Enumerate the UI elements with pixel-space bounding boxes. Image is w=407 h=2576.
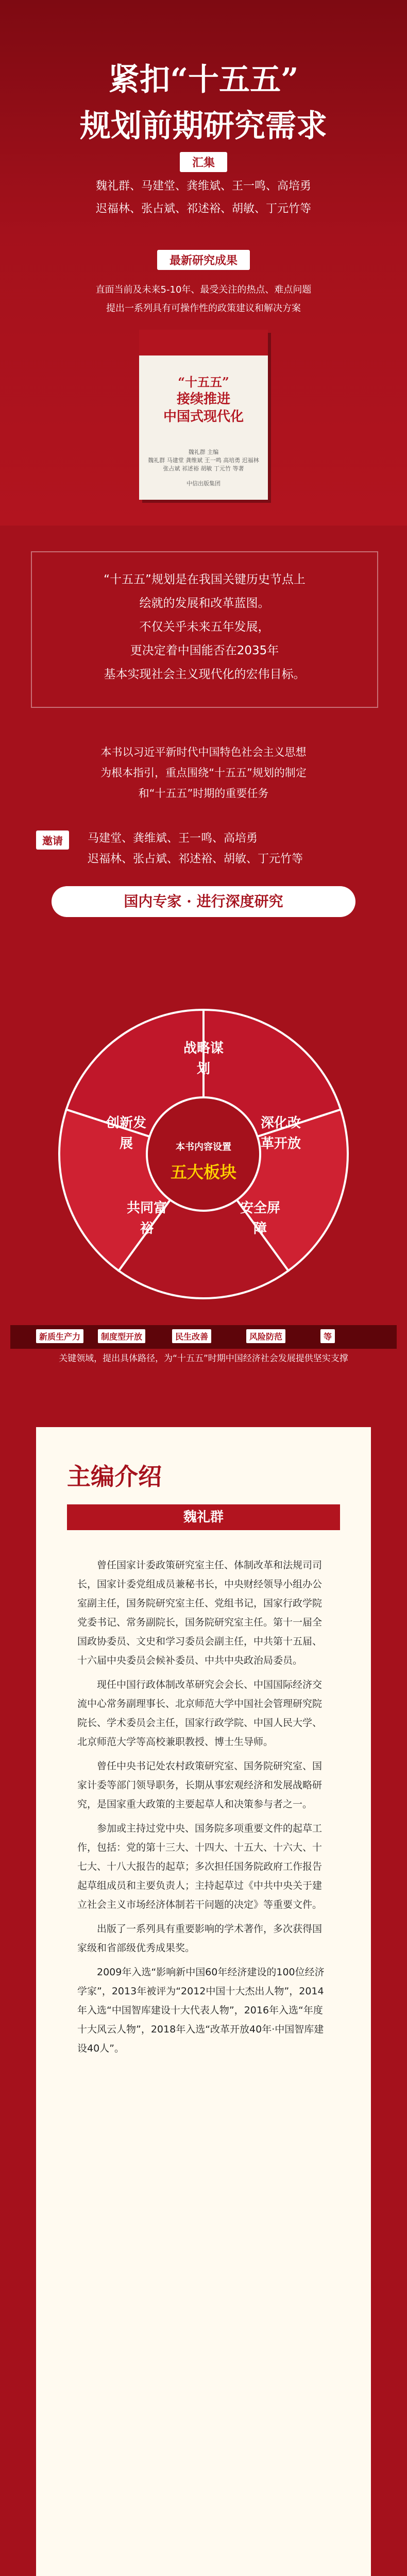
editor-bio-p2: 现任中国行政体制改革研究会会长、中国国际经济交流中心常务副理事长、北京师范大学中国社会管理研究院院长、学术委员会主任，国家行政学院、中国人民大学、北京师范大学等高校兼职教授、博士生导师。 <box>77 1679 323 1748</box>
intro-line2: 绘就的发展和改革蓝图。 <box>139 597 270 610</box>
authors-top-line1: 魏礼群、马建堂、龚维斌、王一鸣、高培勇 <box>95 180 311 193</box>
tag-chengguo: 最新研究成果 <box>157 250 250 270</box>
book-title-main1: 接续推进 <box>176 392 230 407</box>
intro-text <box>53 568 357 686</box>
book-title-main <box>139 391 268 426</box>
editor-bio-p1: 曾任国家计委政策研究室主任、体制改革和法规司司长，国家计委党组成员兼秘书长，中央财经领导小组办公室副主任，国务院研究室主任、党组书记，国家行政学院党委书记、常务副院长，国务院研究室主任。第十一届全国政协委员、文史和学习委员会副主任，中共第十五届、十六届中央委员会候补委员、中共中央政治局委员。 <box>77 1560 323 1666</box>
research-pill-text: 国内专家 · 进行深度研究 <box>124 893 283 910</box>
authors-list-line2: 迟福林、张占斌、祁述裕、胡敏、丁元竹等 <box>88 853 303 866</box>
authors-top <box>31 175 376 221</box>
keyword-bar <box>10 1325 397 1349</box>
tag-huibian: 汇集 <box>180 152 227 172</box>
editor-bio-p4: 参加或主持过党中央、国务院多项重要文件的起草工作，包括：党的第十三大、十四大、十五大、十六大、十七大、十八大报告的起草；多次担任国务院政府工作报告起草组成员和主要负责人；主持起草过《中共中央关于建立社会主义市场经济体制若干问题的决定》等重要文件。 <box>77 1823 323 1910</box>
intro-paragraph <box>36 742 371 804</box>
intro-line5: 基本实现社会主义现代化的宏伟目标。 <box>104 668 306 681</box>
intro-line3: 不仅关乎未来五年发展， <box>139 620 270 634</box>
keyword-4: 风险防范 <box>246 1329 285 1343</box>
intro-p-line3: 和“十五五”时期的重要任务 <box>138 787 269 800</box>
hero-title <box>21 57 386 149</box>
editor-name-band <box>67 1504 340 1530</box>
intro-line4: 更决定着中国能否在2035年 <box>130 644 279 657</box>
authors-list <box>88 828 376 870</box>
pie-section <box>0 989 407 1319</box>
hero-subtitle-line1: 直面当前及未来5-10年、最受关注的热点、难点问题 <box>95 284 312 295</box>
book-band <box>139 330 268 355</box>
book-authors: 魏礼群 马建堂 龚维斌 王一鸣 高培勇 迟福林 张占斌 祁述裕 胡敏 丁元竹 等著 <box>148 457 259 472</box>
intro-p-line1: 本书以习近平新时代中国特色社会主义思想 <box>100 746 307 758</box>
authors-top-line2: 迟福林、张占斌、祁述裕、胡敏、丁元竹等 <box>95 202 311 215</box>
pie-label-security: 安全屏障 <box>240 1200 280 1236</box>
research-pill <box>52 886 355 917</box>
hero-title-line1: 紧扣“十五五” <box>108 62 299 98</box>
keyword-1: 新质生产力 <box>36 1329 83 1343</box>
book-editor: 魏礼群 主编 <box>188 449 219 455</box>
keyword-caption-line1: 关键领域，提出具体路径，为“十五五”时期中国经济社会发展提供坚实支撑 <box>59 1353 348 1364</box>
editor-bio-p6: 2009年入选“影响新中国60年经济建设的100位经济学家”，2013年被评为“2012中国十大杰出人物”，2014年入选“中国智库建设十大代表人物”，2016年入选“年度十大风云人物”，2018年入选“改革开放40年·中国智库建设40人”。 <box>77 1967 325 2054</box>
keyword-caption <box>10 1351 397 1366</box>
intro-section <box>0 526 407 989</box>
editor-bio-p3: 曾任中央书记处农村政策研究室、国务院研究室、国家计委等部门领导职务，长期从事宏观经济和发展战略研究，是国家重大政策的主要起草人和决策参与者之一。 <box>77 1760 323 1810</box>
editor-name: 魏礼群 <box>183 1510 224 1525</box>
hero-subtitle <box>10 281 397 318</box>
hero-title-line2: 规划前期研究需求 <box>80 108 327 144</box>
pie-label-common-prosperity: 共同富裕 <box>126 1200 167 1236</box>
book-title-main2: 中国式现代化 <box>163 409 244 425</box>
editor-card <box>36 1427 371 2576</box>
tag-hanyan: 邀请 <box>36 831 69 850</box>
editor-title: 主编介绍 <box>67 1463 162 1490</box>
pie-center-title: 五大板块 <box>170 1162 236 1182</box>
book-title-top: “十五五” <box>178 375 229 389</box>
pie-label-strategy: 战略谋划 <box>183 1041 224 1077</box>
hero-section <box>0 0 407 526</box>
book-publisher: 中信出版集团 <box>186 480 221 487</box>
hero-subtitle-line2: 提出一系列具有可操作性的政策建议和解决方案 <box>106 303 301 314</box>
editor-bio <box>77 1556 330 2063</box>
editor-bio-p5: 出版了一系列具有重要影响的学术著作，多次获得国家级和省部级优秀成果奖。 <box>77 1923 323 1954</box>
pie-label-innovation: 创新发展 <box>106 1115 146 1151</box>
book-cover-hero <box>139 330 268 500</box>
intro-box <box>31 551 378 708</box>
keyword-5: 等 <box>320 1329 335 1343</box>
pie-center <box>147 1097 260 1211</box>
keyword-3: 民生改善 <box>172 1329 211 1343</box>
pie-center-label: 本书内容设置 <box>176 1142 231 1153</box>
editor-section <box>0 1386 407 2576</box>
intro-p-line2: 为根本指引，重点围绕“十五五”规划的制定 <box>100 767 307 779</box>
intro-line1: “十五五”规划是在我国关键历史节点上 <box>104 573 306 586</box>
book-authors-small <box>139 448 268 473</box>
pie-label-reform: 深化改革开放 <box>260 1115 301 1151</box>
authors-list-line1: 马建堂、龚维斌、王一鸣、高培勇 <box>88 832 258 845</box>
keyword-2: 制度型开放 <box>98 1329 145 1343</box>
